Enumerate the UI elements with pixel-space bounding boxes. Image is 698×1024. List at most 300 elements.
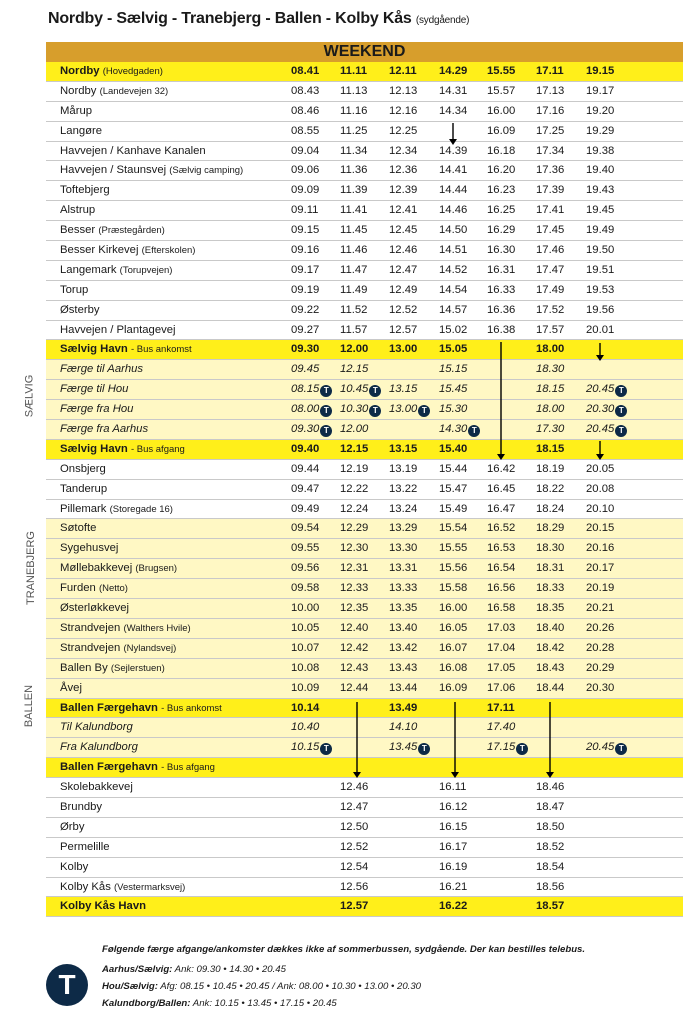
time-cell: 09.49: [291, 502, 320, 515]
time-cell: 12.15: [340, 363, 369, 376]
stop-name: Besser Kirkevej (Efterskolen): [60, 244, 196, 257]
time-cell: 20.30 T: [586, 403, 627, 417]
time-cell: 14.44: [439, 184, 468, 197]
time-cell: 18.19: [536, 462, 565, 475]
time-cell: 13.40: [389, 621, 418, 634]
time-cell: 14.34: [439, 104, 468, 117]
time-cell: 19.51: [586, 263, 615, 276]
time-cell: 20.30: [586, 681, 615, 694]
time-cell: 18.43: [536, 661, 565, 674]
time-cell: 19.38: [586, 144, 615, 157]
time-cell: 12.25: [389, 124, 418, 137]
time-cell: 12.52: [389, 303, 418, 316]
time-cell: 18.57: [536, 900, 565, 913]
time-cell: 12.00: [340, 423, 369, 436]
stop-name: Langøre: [60, 124, 103, 137]
time-cell: 16.00: [439, 602, 468, 615]
time-cell: 16.05: [439, 621, 468, 634]
time-cell: 15.58: [439, 582, 468, 595]
time-cell: 15.15: [439, 363, 468, 376]
time-cell: 10.45 T: [340, 383, 381, 397]
time-cell: 20.01: [586, 323, 615, 336]
time-cell: 11.11: [340, 65, 368, 77]
stop-name: Kolby Kås (Vestermarksvej): [60, 880, 186, 893]
telebus-icon: T: [418, 405, 430, 417]
time-cell: 17.11: [487, 701, 515, 714]
time-cell: 08.46: [291, 104, 320, 117]
time-cell: 13.30: [389, 542, 418, 555]
time-cell: 18.42: [536, 641, 565, 654]
time-cell: 20.10: [586, 502, 615, 515]
time-cell: 09.19: [291, 283, 320, 296]
time-cell: 13.15: [389, 383, 418, 396]
telebus-icon: T: [320, 743, 332, 755]
time-cell: 17.46: [536, 244, 565, 257]
time-cell: 09.40: [291, 442, 320, 455]
time-cell: 09.06: [291, 164, 320, 177]
time-cell: 19.53: [586, 283, 615, 296]
time-cell: 12.47: [389, 263, 418, 276]
time-cell: 12.35: [340, 602, 369, 615]
time-cell: 12.40: [340, 621, 369, 634]
time-cell: 20.17: [586, 562, 615, 575]
time-cell: 19.49: [586, 224, 615, 237]
stop-name: Møllebakkevej (Brugsen): [60, 562, 178, 575]
time-cell: 16.54: [487, 562, 516, 575]
time-cell: 18.50: [536, 820, 565, 833]
time-cell: 11.34: [340, 144, 368, 157]
telebus-icon: T: [369, 385, 381, 397]
time-cell: 09.09: [291, 184, 320, 197]
time-cell: 17.39: [536, 184, 565, 197]
time-cell: 14.51: [439, 244, 468, 257]
time-cell: 18.15: [536, 383, 565, 396]
time-cell: 15.47: [439, 482, 468, 495]
time-cell: 16.25: [487, 204, 516, 217]
time-cell: 13.29: [389, 522, 418, 535]
time-cell: 12.11: [389, 65, 417, 77]
time-cell: 18.35: [536, 602, 565, 615]
time-cell: 09.22: [291, 303, 320, 316]
stop-name: Furden (Netto): [60, 582, 128, 595]
stop-name: Færge til Aarhus: [60, 363, 144, 376]
time-cell: 10.05: [291, 621, 320, 634]
time-cell: 17.41: [536, 204, 565, 217]
stop-name: Langemark (Torupvejen): [60, 263, 173, 276]
time-cell: 16.12: [439, 800, 468, 813]
time-cell: 14.39: [439, 144, 468, 157]
time-cell: 17.49: [536, 283, 565, 296]
time-cell: 20.45 T: [586, 423, 627, 437]
time-cell: 09.30 T: [291, 423, 332, 437]
telebus-icon: T: [615, 425, 627, 437]
footer-line-hou: Hou/Sælvig: Afg: 08.15 • 10.45 • 20.45 / Ank: 08.00 • 10.30 • 13.00 • 20.30: [102, 981, 422, 992]
time-cell: 15.05: [439, 343, 468, 356]
time-cell: 19.15: [586, 65, 615, 77]
time-cell: 16.11: [439, 781, 467, 794]
time-cell: 11.57: [340, 323, 368, 336]
time-cell: 19.29: [586, 124, 615, 137]
time-cell: 14.10: [389, 721, 418, 734]
time-cell: 16.53: [487, 542, 516, 555]
time-cell: 13.45 T: [389, 741, 430, 755]
time-cell: 16.09: [439, 681, 468, 694]
telebus-icon: T: [615, 405, 627, 417]
time-cell: 17.40: [487, 721, 516, 734]
time-cell: 12.46: [340, 781, 369, 794]
time-cell: 13.19: [389, 462, 418, 475]
time-cell: 12.57: [340, 900, 369, 913]
time-cell: 12.24: [340, 502, 369, 515]
stop-name: Torup: [60, 283, 89, 296]
telebus-icon: T: [320, 385, 332, 397]
stop-name: Åvej: [60, 681, 82, 694]
time-cell: 16.30: [487, 244, 516, 257]
stop-name: Alstrup: [60, 204, 96, 217]
time-cell: 13.42: [389, 641, 418, 654]
time-cell: 11.36: [340, 164, 368, 177]
time-cell: 11.47: [340, 263, 368, 276]
time-cell: 17.11: [536, 65, 564, 77]
sidebar-saelvig: SÆLVIG: [23, 374, 36, 418]
time-cell: 20.28: [586, 641, 615, 654]
time-cell: 11.16: [340, 104, 368, 117]
time-cell: 19.17: [586, 84, 615, 97]
time-cell: 17.57: [536, 323, 565, 336]
time-cell: 10.40: [291, 721, 320, 734]
time-cell: 17.16: [536, 104, 565, 117]
time-cell: 10.15 T: [291, 741, 332, 755]
time-cell: 19.45: [586, 204, 615, 217]
time-cell: 20.08: [586, 482, 615, 495]
time-cell: 16.58: [487, 602, 516, 615]
sidebar-ballen: BALLEN: [23, 684, 36, 728]
stop-name: Strandvejen (Nylandsvej): [60, 641, 177, 654]
time-cell: 18.44: [536, 681, 565, 694]
time-cell: 12.49: [389, 283, 418, 296]
time-cell: 15.45: [439, 383, 468, 396]
time-cell: 11.25: [340, 124, 368, 137]
time-cell: 12.56: [340, 880, 369, 893]
time-cell: 11.52: [340, 303, 368, 316]
time-cell: 17.36: [536, 164, 565, 177]
time-cell: 15.40: [439, 442, 468, 455]
stop-name: Havvejen / Kanhave Kanalen: [60, 144, 206, 157]
time-cell: 16.18: [487, 144, 516, 157]
time-cell: 13.49: [389, 701, 418, 714]
telebus-icon: T: [320, 425, 332, 437]
stop-name: Færge fra Aarhus: [60, 423, 149, 436]
time-cell: 16.19: [439, 860, 468, 873]
time-cell: 13.00 T: [389, 403, 430, 417]
telebus-icon: T: [615, 743, 627, 755]
time-cell: 20.21: [586, 602, 615, 615]
stop-name: Havvejen / Staunsvej (Sælvig camping): [60, 164, 244, 177]
time-cell: 15.55: [439, 542, 468, 555]
time-cell: 12.57: [389, 323, 418, 336]
telebus-icon: T: [615, 385, 627, 397]
time-cell: 10.07: [291, 641, 320, 654]
time-cell: 10.09: [291, 681, 320, 694]
time-cell: 17.04: [487, 641, 516, 654]
time-cell: 18.30: [536, 542, 565, 555]
time-cell: 15.56: [439, 562, 468, 575]
time-cell: 15.55: [487, 65, 516, 77]
time-cell: 20.16: [586, 542, 615, 555]
stop-name: Onsbjerg: [60, 462, 106, 475]
time-cell: 17.15 T: [487, 741, 528, 755]
time-cell: 20.29: [586, 661, 615, 674]
time-cell: 10.08: [291, 661, 320, 674]
time-cell: 13.35: [389, 602, 418, 615]
time-cell: 12.34: [389, 144, 418, 157]
time-cell: 20.15: [586, 522, 615, 535]
time-cell: 16.00: [487, 104, 516, 117]
time-cell: 10.00: [291, 602, 320, 615]
time-cell: 17.52: [536, 303, 565, 316]
sidebar-tranebjerg: TRANEBJERG: [24, 531, 37, 605]
time-cell: 16.22: [439, 900, 468, 913]
time-cell: 08.41: [291, 65, 320, 77]
time-cell: 14.29: [439, 65, 468, 77]
time-cell: 08.15 T: [291, 383, 332, 397]
time-cell: 09.56: [291, 562, 320, 575]
time-cell: 14.52: [439, 263, 468, 276]
time-cell: 12.47: [340, 800, 369, 813]
time-cell: 09.55: [291, 542, 320, 555]
time-cell: 11.49: [340, 283, 368, 296]
time-cell: 08.00 T: [291, 403, 332, 417]
time-cell: 12.31: [340, 562, 369, 575]
time-cell: 10.30 T: [340, 403, 381, 417]
time-cell: 13.15: [389, 442, 418, 455]
time-cell: 12.15: [340, 442, 369, 455]
time-cell: 15.02: [439, 323, 468, 336]
time-cell: 09.16: [291, 244, 320, 257]
stop-name: Ballen Færgehavn - Bus afgang: [60, 761, 215, 774]
stop-name: Ørby: [60, 820, 85, 833]
stop-name: Pillemark (Storegade 16): [60, 502, 173, 515]
stop-name: Færge fra Hou: [60, 403, 134, 416]
time-cell: 16.36: [487, 303, 516, 316]
time-cell: 09.17: [291, 263, 320, 276]
telebus-icon: T: [320, 405, 332, 417]
stop-name: Skolebakkevej: [60, 781, 133, 794]
time-cell: 13.31: [389, 562, 418, 575]
time-cell: 09.58: [291, 582, 320, 595]
time-cell: 18.47: [536, 800, 565, 813]
time-cell: 20.26: [586, 621, 615, 634]
stop-name: Kolby: [60, 860, 89, 873]
time-cell: 12.52: [340, 840, 369, 853]
time-cell: 16.45: [487, 482, 516, 495]
footer-note: Følgende færge afgange/ankomster dækkes ikke af sommerbussen, sydgående. Der kan bestilles telebus.: [102, 944, 586, 955]
time-cell: 18.00: [536, 403, 565, 416]
footer-line-aarhus: Aarhus/Sælvig: Ank: 09.30 • 14.30 • 20.45: [102, 964, 286, 975]
time-cell: 16.07: [439, 641, 468, 654]
stop-name: Tanderup: [60, 482, 108, 495]
time-cell: 16.52: [487, 522, 516, 535]
stop-name: Ballen Færgehavn - Bus ankomst: [60, 701, 222, 714]
stop-name: Østerløkkevej: [60, 602, 130, 615]
time-cell: 15.30: [439, 403, 468, 416]
stop-name: Strandvejen (Walthers Hvile): [60, 621, 191, 634]
time-cell: 17.34: [536, 144, 565, 157]
time-cell: 18.15: [536, 442, 565, 455]
time-cell: 12.50: [340, 820, 369, 833]
time-cell: 17.47: [536, 263, 565, 276]
time-cell: 11.45: [340, 224, 368, 237]
time-cell: 18.56: [536, 880, 565, 893]
time-cell: 13.00: [389, 343, 418, 356]
time-cell: 13.44: [389, 681, 418, 694]
time-cell: 19.43: [586, 184, 615, 197]
time-cell: 16.56: [487, 582, 516, 595]
time-cell: 18.30: [536, 363, 565, 376]
time-cell: 18.24: [536, 502, 565, 515]
time-cell: 18.00: [536, 343, 565, 356]
time-cell: 18.33: [536, 582, 565, 595]
time-cell: 12.45: [389, 224, 418, 237]
time-cell: 12.43: [340, 661, 369, 674]
time-cell: 16.38: [487, 323, 516, 336]
time-cell: 16.31: [487, 263, 516, 276]
time-cell: 16.20: [487, 164, 516, 177]
stop-name: Til Kalundborg: [60, 721, 133, 734]
telebus-t-icon: T: [46, 964, 88, 1006]
time-cell: 10.14: [291, 701, 320, 714]
route-direction: (sydgående): [415, 15, 470, 26]
time-cell: 11.46: [340, 244, 368, 257]
time-cell: 16.33: [487, 283, 516, 296]
time-cell: 16.09: [487, 124, 516, 137]
stop-name: Nordby (Hovedgaden): [60, 65, 163, 77]
time-cell: 18.31: [536, 562, 565, 575]
time-cell: 11.41: [340, 204, 368, 217]
time-cell: 15.54: [439, 522, 468, 535]
stop-name: Havvejen / Plantagevej: [60, 323, 176, 336]
time-cell: 09.47: [291, 482, 320, 495]
stop-name: Nordby (Landevejen 32): [60, 84, 169, 97]
time-cell: 20.45 T: [586, 741, 627, 755]
time-cell: 20.05: [586, 462, 615, 475]
time-cell: 18.29: [536, 522, 565, 535]
time-cell: 09.54: [291, 522, 320, 535]
time-cell: 17.06: [487, 681, 516, 694]
time-cell: 15.49: [439, 502, 468, 515]
time-cell: 18.54: [536, 860, 565, 873]
stop-name: Sælvig Havn - Bus afgang: [60, 442, 185, 455]
time-cell: 12.41: [389, 204, 418, 217]
telebus-icon: T: [369, 405, 381, 417]
time-cell: 17.45: [536, 224, 565, 237]
time-cell: 12.46: [389, 244, 418, 257]
stop-name: Sælvig Havn - Bus ankomst: [60, 343, 192, 356]
stop-name: Kolby Kås Havn: [60, 900, 147, 913]
time-cell: 12.30: [340, 542, 369, 555]
stop-name: Fra Kalundborg: [60, 741, 138, 754]
stop-name: Mårup: [60, 104, 93, 117]
time-cell: 19.56: [586, 303, 615, 316]
time-cell: 12.54: [340, 860, 369, 873]
time-cell: 16.42: [487, 462, 516, 475]
time-cell: 20.19: [586, 582, 615, 595]
time-cell: 13.33: [389, 582, 418, 595]
time-cell: 16.08: [439, 661, 468, 674]
time-cell: 11.13: [340, 84, 368, 97]
time-cell: 08.43: [291, 84, 320, 97]
time-cell: 12.22: [340, 482, 369, 495]
weekend-header: WEEKEND: [46, 42, 683, 62]
time-cell: 13.43: [389, 661, 418, 674]
stop-name: Søtofte: [60, 522, 97, 535]
footer-line-kalundborg: Kalundborg/Ballen: Ank: 10.15 • 13.45 • 17.15 • 20.45: [102, 998, 337, 1009]
time-cell: 12.44: [340, 681, 369, 694]
stop-name: Ballen By (Sejlerstuen): [60, 661, 165, 674]
time-cell: 12.36: [389, 164, 418, 177]
time-cell: 09.04: [291, 144, 320, 157]
stop-name: Toftebjerg: [60, 184, 110, 197]
time-cell: 12.33: [340, 582, 369, 595]
time-cell: 12.13: [389, 84, 418, 97]
time-cell: 16.47: [487, 502, 516, 515]
telebus-icon: T: [516, 743, 528, 755]
stop-name: Sygehusvej: [60, 542, 119, 555]
time-cell: 17.05: [487, 661, 516, 674]
time-cell: 19.50: [586, 244, 615, 257]
time-cell: 16.15: [439, 820, 468, 833]
time-cell: 09.30: [291, 343, 320, 356]
time-cell: 12.16: [389, 104, 418, 117]
stop-name: Østerby: [60, 303, 100, 316]
time-cell: 12.29: [340, 522, 369, 535]
time-cell: 09.11: [291, 204, 319, 217]
time-cell: 12.42: [340, 641, 369, 654]
time-cell: 09.15: [291, 224, 320, 237]
time-cell: 14.41: [439, 164, 468, 177]
stop-name: Besser (Præstegården): [60, 224, 165, 237]
time-cell: 16.29: [487, 224, 516, 237]
time-cell: 11.39: [340, 184, 368, 197]
time-cell: 18.22: [536, 482, 565, 495]
time-cell: 14.46: [439, 204, 468, 217]
time-cell: 13.22: [389, 482, 418, 495]
time-cell: 16.21: [439, 880, 468, 893]
route-title: Nordby - Sælvig - Tranebjerg - Ballen - Kolby Kås: [48, 10, 412, 27]
time-cell: 12.39: [389, 184, 418, 197]
time-cell: 08.55: [291, 124, 320, 137]
time-cell: 12.00: [340, 343, 369, 356]
time-cell: 18.46: [536, 781, 565, 794]
stop-name: Brundby: [60, 800, 103, 813]
time-cell: 14.54: [439, 283, 468, 296]
time-cell: 14.30 T: [439, 423, 480, 437]
time-cell: 14.31: [439, 84, 468, 97]
telebus-icon: T: [418, 743, 430, 755]
time-cell: 18.40: [536, 621, 565, 634]
time-cell: 09.44: [291, 462, 320, 475]
time-cell: 16.23: [487, 184, 516, 197]
time-cell: 16.17: [439, 840, 468, 853]
time-cell: 17.25: [536, 124, 565, 137]
time-cell: 19.20: [586, 104, 615, 117]
stop-name: Færge til Hou: [60, 383, 129, 396]
time-cell: 09.27: [291, 323, 320, 336]
time-cell: 15.44: [439, 462, 468, 475]
time-cell: 20.45 T: [586, 383, 627, 397]
time-cell: 14.57: [439, 303, 468, 316]
time-cell: 19.40: [586, 164, 615, 177]
